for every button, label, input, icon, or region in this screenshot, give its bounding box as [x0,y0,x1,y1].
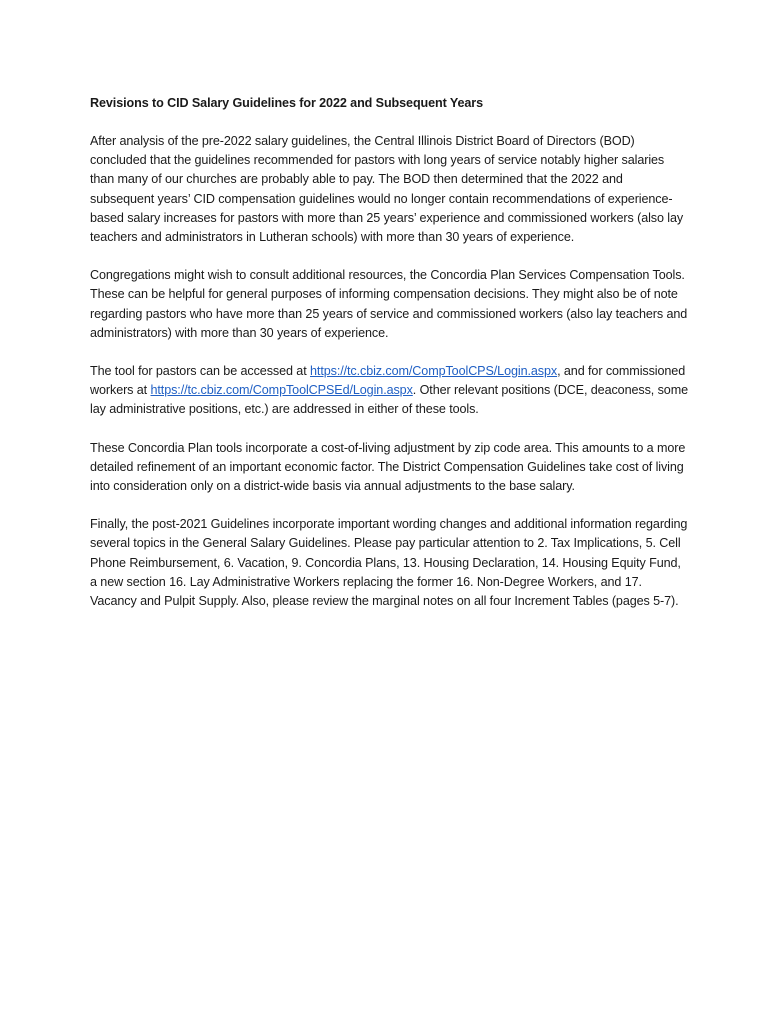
paragraph-tool-links [90,362,690,420]
tool-links-text-1: The tool for pastors can be accessed at [90,364,311,379]
tool-links-text-3: . Other relevant positions (DCE, deaconess, some lay administrative positions, etc.) are addressed in either of these tools. [90,383,688,417]
paragraph-finally: Finally, the post-2021 Guidelines incorporate important wording changes and additional information regarding several topics in the General Salary Guidelines. Please pay particular attention to 2. Tax Implications, 5. Cell Phone Reimbursement, 6. Vacation, 9. Concordia Plans, 13. Housing Declaration, 14. Housing Equity Fund, a new section 16. Lay Administrative Workers replacing the former 16. Non-Degree Workers, and 17. Vacancy and Pulpit Supply. Also, please review the marginal notes on all four Increment Tables (pages 5-7). [90,517,688,609]
paragraph-resources: Congregations might wish to consult additional resources, the Concordia Plan Services Compensation Tools. These can be helpful for general purposes of informing compensation decisions. They might also be of note regarding pastors who have more than 25 years of service and commissioned workers (also lay teachers and administrators) with more than 30 years of experience. [90,268,688,340]
paragraph-cost-of-living: These Concordia Plan tools incorporate a cost-of-living adjustment by zip code area. This amounts to a more detailed refinement of an important economic factor. The District Compensation Guidelines take cost of living into consideration only on a district-wide basis via annual adjustments to the base salary. [90,440,686,494]
document-body [90,94,690,630]
document-title: Revisions to CID Salary Guidelines for 2022 and Subsequent Years [90,96,484,110]
paragraph-analysis: After analysis of the pre-2022 salary guidelines, the Central Illinois District Board of Directors (BOD) concluded that the guidelines recommended for pastors with long years of service notably higher salaries than many of our churches are probably able to pay. The BOD then determined that the 2022 and subsequent years’ CID compensation guidelines would no longer contain recommendations of experience-based salary increases for pastors with more than 25 years’ experience and commissioned workers (also lay teachers and administrators in Lutheran schools) with more than 30 years of experience. [90,134,684,245]
commissioned-workers-tool-link[interactable]: https://tc.cbiz.com/CompToolCPSEd/Login.aspx [150,383,413,398]
tool-links-text-2: , and for commissioned workers at [90,364,686,398]
pastors-tool-link[interactable]: https://tc.cbiz.com/CompToolCPS/Login.aspx [310,364,558,379]
